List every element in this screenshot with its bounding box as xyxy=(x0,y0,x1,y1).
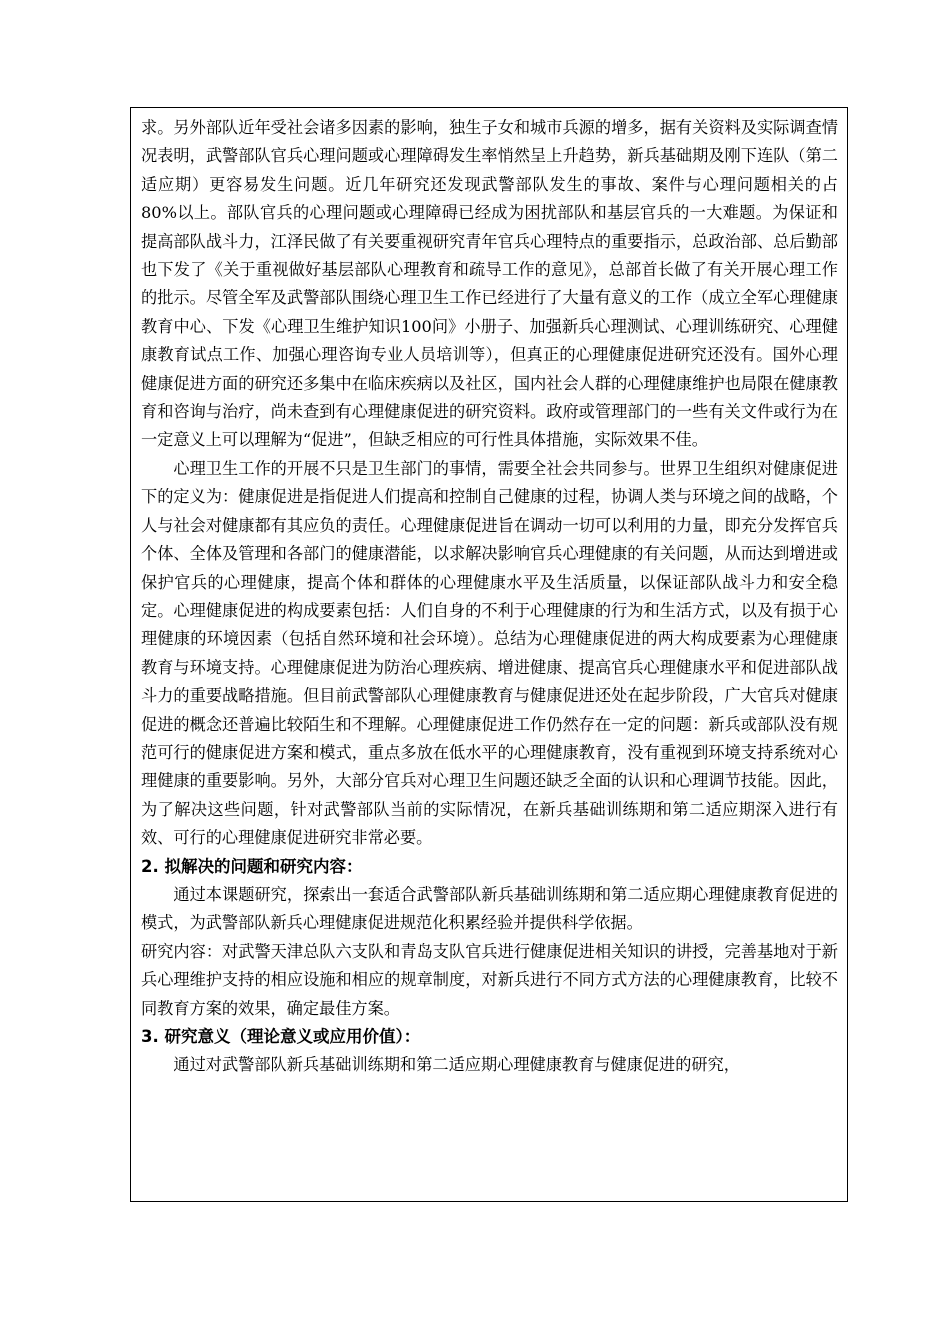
background-paragraph-continued: 求。另外部队近年受社会诸多因素的影响，独生子女和城市兵源的增多，据有关资料及实际调查情况表明，武警部队官兵心理问题或心理障碍发生率悄然呈上升趋势，新兵基础期及刚下连队（第二适应期）更容易发生问题。近几年研究还发现武警部队发生的事故、案件与心理问题相关的占80%以上。部队官兵的心理问题或心理障碍已经成为困扰部队和基层官兵的一大难题。为保证和提高部队战斗力，江泽民做了有关要重视研究青年官兵心理特点的重要指示，总政治部、总后勤部也下发了《关于重视做好基层部队心理教育和疏导工作的意见》，总部首长做了有关开展心理工作的批示。尽管全军及武警部队围绕心理卫生工作已经进行了大量有意义的工作（成立全军心理健康教育中心、下发《心理卫生维护知识100问》小册子、加强新兵心理测试、心理训练研究、心理健康教育试点工作、加强心理咨询专业人员培训等），但真正的心理健康促进研究还没有。国外心理健康促进方面的研究还多集中在临床疾病以及社区，国内社会人群的心理健康维护也局限在健康教育和咨询与治疗，尚未查到有心理健康促进的研究资料。政府或管理部门的一些有关文件或行为在一定意义上可以理解为“促进”，但缺乏相应的可行性具体措施，实际效果不佳。 xyxy=(141,118,838,450)
research-goal-paragraph: 通过本课题研究，探索出一套适合武警部队新兵基础训练期和第二适应期心理健康教育促进的模式，为武警部队新兵心理健康促进规范化积累经验并提供科学依据。 xyxy=(141,884,838,933)
research-significance-paragraph: 通过对武警部队新兵基础训练期和第二适应期心理健康教育与健康促进的研究， xyxy=(173,1055,740,1075)
section-heading-research-significance: 3. 研究意义（理论意义或应用价值）： xyxy=(141,1027,421,1046)
health-promotion-paragraph: 心理卫生工作的开展不只是卫生部门的事情，需要全社会共同参与。世界卫生组织对健康促进下的定义为：健康促进是指促进人们提高和控制自己健康的过程，协调人类与环境之间的战略，个人与社会对健康都有其应负的责任。心理健康促进旨在调动一切可以利用的力量，即充分发挥官兵个体、全体及管理和各部门的健康潜能，以求解决影响官兵心理健康的有关问题，从而达到增进或保护官兵的心理健康，提高个体和群体的心理健康水平及生活质量，以保证部队战斗力和安全稳定。心理健康促进的构成要素包括：人们自身的不利于心理健康的行为和生活方式，以及有损于心理健康的环境因素（包括自然环境和社会环境）。总结为心理健康促进的两大构成要素为心理健康教育与环境支持。心理健康促进为防治心理疾病、增进健康、提高官兵心理健康水平和促进部队战斗力的重要战略措施。但目前武警部队心理健康教育与健康促进还处在起步阶段，广大官兵对健康促进的概念还普遍比较陌生和不理解。心理健康促进工作仍然存在一定的问题：新兵或部队没有规范可行的健康促进方案和模式，重点多放在低水平的心理健康教育，没有重视到环境支持系统对心理健康的重要影响。另外，大部分官兵对心理卫生问题还缺乏全面的认识和心理调节技能。因此，为了解决这些问题，针对武警部队当前的实际情况，在新兵基础训练期和第二适应期深入进行有效、可行的心理健康促进研究非常必要。 xyxy=(141,458,838,848)
section-heading-problems-and-content: 2. 拟解决的问题和研究内容： xyxy=(141,856,363,876)
research-content-paragraph: 研究内容：对武警天津总队六支队和青岛支队官兵进行健康促进相关知识的讲授，完善基地对于新兵心理维护支持的相应设施和相应的规章制度，对新兵进行不同方式方法的心理健康教育，比较不同教育方案的效果，确定最佳方案。 xyxy=(141,941,838,1018)
document-text-box xyxy=(130,107,848,1202)
